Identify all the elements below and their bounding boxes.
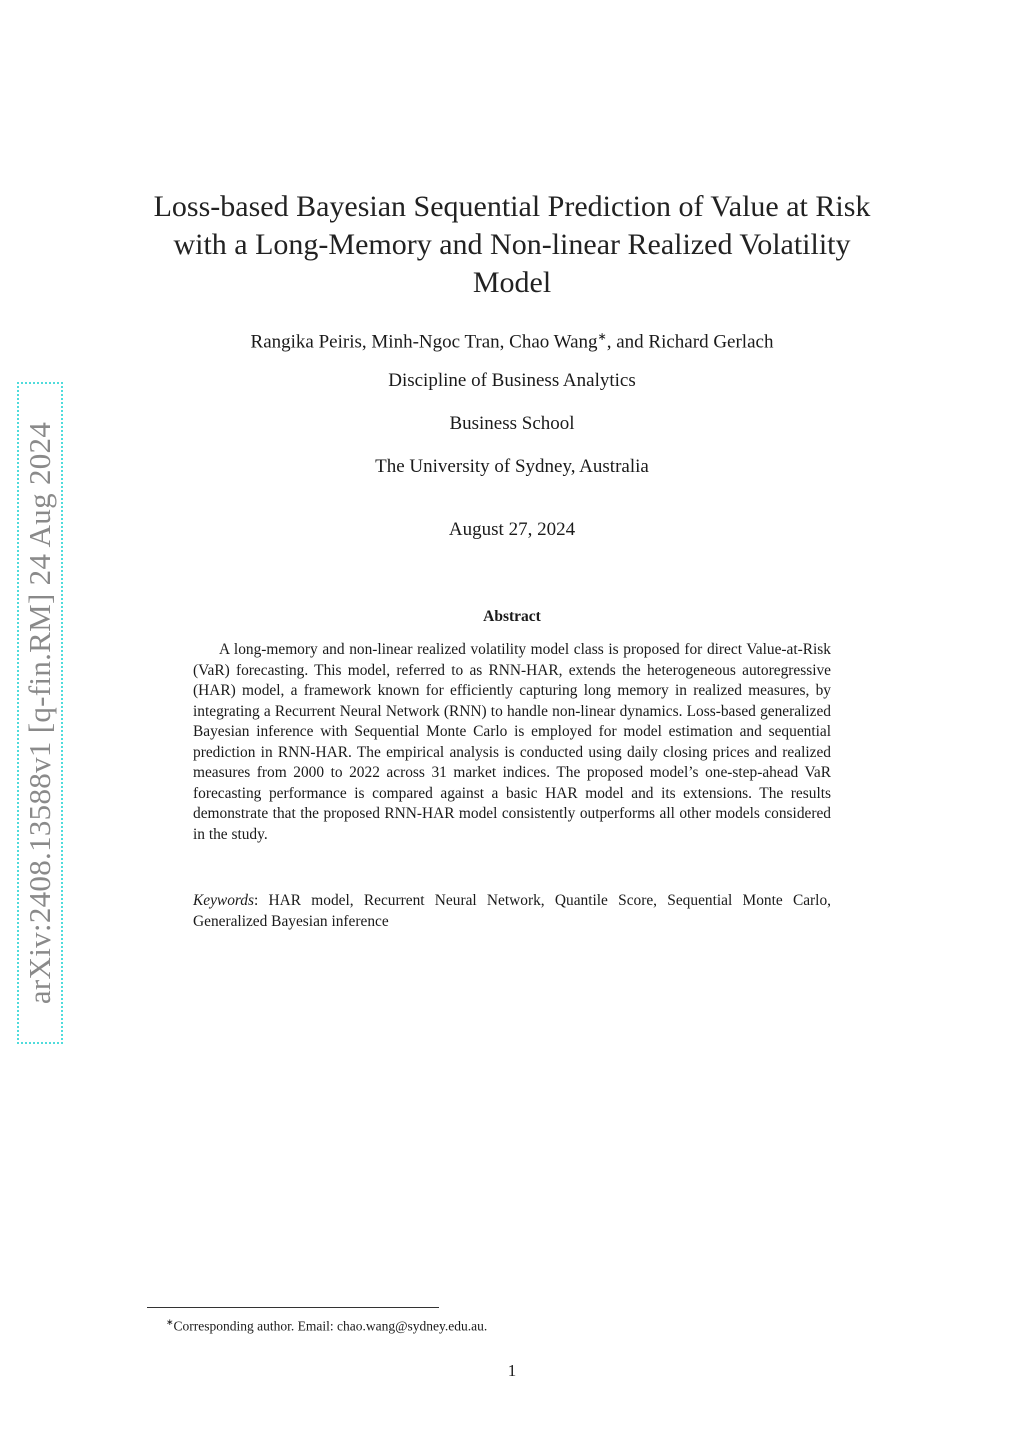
page-number: 1 <box>507 1361 517 1380</box>
footnote-text: Corresponding author. Email: chao.wang@sydney.edu.au. <box>173 1318 488 1334</box>
authors-main: Rangika Peiris, Minh-Ngoc Tran, Chao Wang <box>250 331 598 353</box>
footnote <box>166 1313 487 1336</box>
author-list <box>150 324 874 355</box>
abstract-heading: Abstract <box>483 608 541 625</box>
arxiv-identifier-stamp <box>17 382 63 1044</box>
corresponding-author-mark: ∗ <box>597 331 607 343</box>
keywords-list: : HAR model, Recurrent Neural Network, Quantile Score, Sequential Monte Carlo, Generalized Bayesian inference <box>193 892 831 930</box>
arxiv-identifier-text: arXiv:2408.13588v1 [q-fin.RM] 24 Aug 2024 <box>22 421 57 1005</box>
keywords-paragraph <box>193 891 831 932</box>
footnote-mark: ∗ <box>166 1317 174 1327</box>
affiliation-discipline: Discipline of Business Analytics <box>388 370 636 391</box>
keywords-label: Keywords <box>193 892 254 909</box>
paper-date: August 27, 2024 <box>448 519 576 540</box>
abstract-body: A long-memory and non-linear realized volatility model class is proposed for direct Value-at-Risk (VaR) forecasting. This model, referred to as RNN-HAR, extends the heterogeneous autoregressive (HAR) model, a framework known for efficiently capturing long memory in realized measures, by integrating a Recurrent Neural Network (RNN) to handle non-linear dynamics. Loss-based generalized Bayesian inference with Sequential Monte Carlo is employed for model estimation and sequential prediction in RNN-HAR. The empirical analysis is conducted using daily closing prices and realized measures from 2000 to 2022 across 31 market indices. The proposed model’s one-step-ahead VaR forecasting performance is compared against a basic HAR model and its extensions. The results demonstrate that the proposed RNN-HAR model consistently outperforms all other models considered in the study. <box>193 641 831 843</box>
footnote-divider <box>147 1307 439 1308</box>
affiliation-university: The University of Sydney, Australia <box>375 456 649 477</box>
affiliation-school: Business School <box>449 413 575 434</box>
authors-tail: , and Richard Gerlach <box>606 331 774 353</box>
paper-title: Loss-based Bayesian Sequential Prediction of Value at Risk with a Long-Memory and Non-linear Realized Volatility Model <box>153 190 871 299</box>
